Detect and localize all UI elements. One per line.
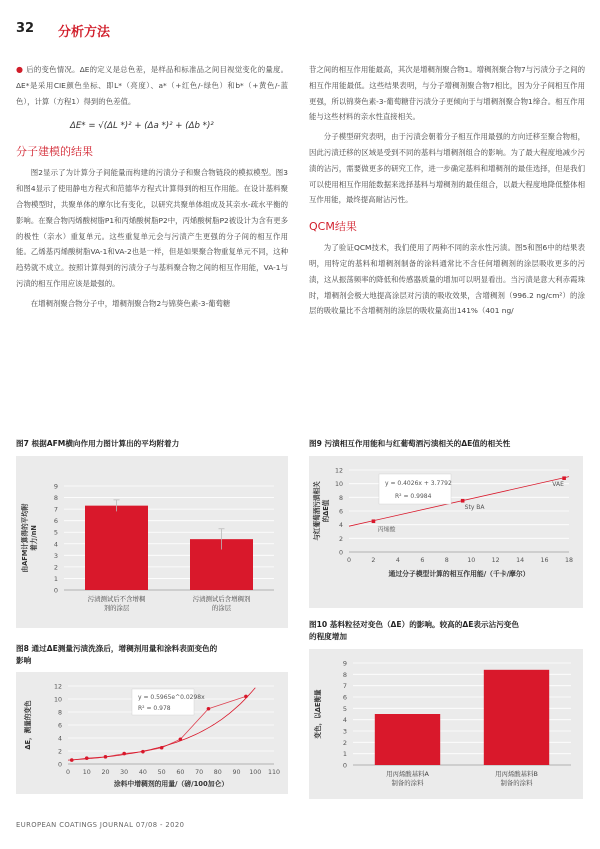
fig8-x-tick-label: 70: [195, 769, 204, 776]
fig9-data-point: [461, 499, 465, 503]
heading-qcm: QCM结果: [309, 220, 357, 234]
paragraph-color-difference: ● 后的变色情况。ΔE的定义是总色差，是样品和标准品之间目视觉变化的量度。ΔE*是采用CIE颜色坐标、即L*（亮度）、a*（+红色/-绿色）和b*（+黄色/-蓝色），计算（方程1）得到的色差值。: [16, 65, 288, 106]
fig9-y-tick-label: 12: [334, 467, 343, 475]
fig8-chart: [16, 672, 288, 794]
fig9-point-label: Sty BA: [464, 503, 485, 511]
fig10-title: 图10 基料粒径对变色（ΔE）的影响。较高的ΔE表示沾污变色 的程度增加: [309, 620, 519, 641]
fig9-x-tick-label: 12: [491, 557, 500, 564]
fig8-x-tick-label: 50: [157, 769, 166, 776]
fig9-x-axis-label: 通过分子模型计算的相互作用能/（千卡/摩尔）: [388, 570, 530, 578]
fig9-x-tick-label: 8: [444, 557, 449, 564]
fig9-panel: [309, 456, 583, 608]
fig10-y-tick-label: 4: [342, 716, 347, 725]
heading-molecular-modeling: 分子建模的结果: [16, 145, 93, 159]
fig8-data-point: [122, 752, 126, 756]
fig9-y-tick-label: 6: [338, 508, 343, 516]
fig8-title: 图8 通过ΔE测量污渍洗涤后，增稠剂用量和涂料表面变色的 影响: [16, 644, 218, 665]
fig9-y-axis-label: 的ΔE值: [322, 499, 330, 523]
fig10-category-label: 用丙烯酸基料A: [386, 770, 429, 778]
fig9-x-tick-label: 10: [467, 557, 476, 564]
fig9-y-axis-label: 与红葡萄酒污渍相关: [313, 481, 321, 541]
fig8-data-point: [244, 695, 248, 699]
fig9-y-tick-label: 8: [338, 494, 343, 502]
fig8-data-point: [179, 738, 183, 742]
fig9-x-tick-label: 0: [346, 557, 352, 564]
fig10-y-tick-label: 3: [342, 727, 347, 736]
paragraph-interaction: 苷之间的相互作用能最高，其次是增稠剂聚合物1。增稠剂聚合物7与污渍分子之间的相互作用能最低。这些结果表明，与分子增稠剂聚合物7相比，因为分子间相互作用更强，所以锦葵色素-3-葡萄糖苷污渍分子更倾向于与增稠剂聚合物1缔合。相互作用能与这些材料的亲水性直接相关。: [309, 65, 585, 122]
fig9-fit-r2: R² = 0.9984: [395, 493, 432, 500]
fig8-y-axis-label: ΔE，测量的变色: [24, 700, 32, 750]
fig10-panel: [309, 649, 583, 799]
right-column: [309, 62, 585, 319]
fig9-x-tick-label: 18: [564, 557, 574, 564]
fig9-y-tick-label: 2: [338, 535, 343, 543]
fig7-y-tick-label: 3: [53, 551, 58, 560]
fig7-y-axis-label: 着力/nN: [30, 525, 38, 551]
fig8-panel: [16, 672, 288, 794]
fig8-y-tick-label: 8: [57, 709, 62, 717]
fig8-data-point: [207, 707, 211, 711]
fig8-x-tick-label: 30: [120, 769, 129, 776]
fig9-x-tick-label: 2: [371, 557, 376, 564]
fig8-x-tick-label: 80: [213, 769, 222, 776]
equation-1: ΔE* = √(ΔL *)² + (Δa *)² + (Δb *)²: [70, 121, 214, 132]
fig7-y-tick-label: 0: [53, 586, 58, 595]
fig9-fit-equation: y = 0.4026x + 3.7792: [385, 480, 452, 487]
fig8-x-tick-label: 90: [232, 769, 241, 776]
fig8-y-tick-label: 10: [53, 696, 62, 704]
fig10-y-tick-label: 2: [342, 738, 347, 747]
fig9-y-tick-label: 10: [334, 481, 343, 489]
fig8-data-point: [70, 758, 74, 762]
fig9-title: 图9 污渍相互作用能和与红葡萄酒污渍相关的ΔE值的相关性: [309, 439, 511, 448]
left-column: [16, 62, 288, 312]
fig8-y-tick-label: 2: [57, 748, 62, 756]
fig9-y-tick-label: 4: [338, 522, 343, 530]
paragraph-thickener: 在增稠剂聚合物分子中，增稠剂聚合物2与锦葵色素-3-葡萄糖: [30, 298, 231, 308]
fig10-y-axis-label: 变色，以ΔE衡量: [314, 689, 322, 739]
fig9-point-label: 丙烯酸: [377, 526, 396, 534]
fig10-y-tick-label: 5: [342, 704, 347, 713]
fig10-y-tick-label: 1: [342, 750, 347, 759]
fig7-y-tick-label: 1: [53, 574, 58, 583]
fig9-data-point: [372, 519, 376, 523]
fig8-x-tick-label: 10: [82, 769, 91, 776]
fig8-data-point: [160, 746, 164, 750]
fig9-data-point: [562, 476, 566, 480]
fig8-fit-r2: R² = 0.978: [138, 705, 171, 712]
fig10-y-tick-label: 9: [342, 659, 347, 668]
fig9-chart: [309, 456, 583, 608]
fig8-y-tick-label: 4: [57, 735, 62, 743]
fig7-y-tick-label: 9: [53, 482, 58, 491]
fig8-data-point: [85, 756, 89, 760]
fig10-y-tick-label: 6: [342, 693, 347, 702]
section-title: 分析方法: [58, 25, 111, 40]
fig7-bar: [85, 506, 148, 590]
fig8-y-tick-label: 12: [53, 683, 62, 691]
fig7-category-label: 污渍测试后含增稠剂: [192, 595, 251, 603]
fig7-title: 图7 根据AFM横向作用力图计算出的平均附着力: [16, 439, 180, 448]
fig7-y-tick-label: 2: [53, 563, 58, 572]
fig7-y-tick-label: 7: [53, 505, 58, 514]
fig7-chart: [16, 456, 288, 628]
fig7-y-tick-label: 6: [53, 517, 58, 526]
fig9-y-tick-label: 0: [338, 549, 343, 557]
paragraph-molecular-study: 分子模型研究表明，由于污渍会朝着分子相互作用最强的方向迁移至聚合物相，因此污渍迁移的区域是受到不同的基料与增稠剂组合的影响。为了最大程度地减少污渍的沾污，需要做更多的研究工作，进一步确定基料和增稠剂的最佳选择，但是我们可以使用相互作用能数据来选择基料与增稠剂的最佳组合，以最大程度地降低整体相互作用能，最终提高耐沾污性。: [309, 132, 585, 205]
fig7-category-label: 污渍测试后不含增稠: [87, 595, 146, 603]
fig8-x-tick-label: 0: [65, 769, 71, 776]
fig7-y-tick-label: 5: [53, 528, 58, 537]
fig8-data-point: [141, 750, 145, 754]
fig7-y-tick-label: 4: [53, 540, 58, 549]
fig8-x-tick-label: 40: [138, 769, 147, 776]
fig10-category-label: 制备的涂料: [500, 779, 533, 787]
fig10-y-tick-label: 8: [342, 670, 347, 679]
fig10-y-tick-label: 0: [342, 761, 347, 770]
fig9-x-tick-label: 14: [516, 557, 525, 564]
fig8-data-point: [104, 755, 108, 759]
fig8-x-tick-label: 100: [249, 769, 262, 776]
fig8-y-tick-label: 0: [57, 761, 62, 769]
footer-journal: EUROPEAN COATINGS JOURNAL 07/08 - 2020: [16, 821, 185, 829]
bullet-icon: ●: [16, 65, 24, 74]
fig7-panel: [16, 456, 288, 628]
fig7-category-label: 剂的涂层: [103, 604, 130, 612]
fig7-y-tick-label: 8: [53, 494, 58, 503]
fig10-bar: [484, 670, 549, 765]
fig7-y-axis-label: 由AFM计算得的平均附: [21, 503, 29, 573]
fig8-x-tick-label: 110: [267, 769, 281, 776]
page-number: 32: [16, 21, 35, 36]
paragraph-modeling: 图2显示了为计算分子间能量而构建的污渍分子和聚合物链段的模拟模型。图3和图4显示了使用静电方程式和范德华方程式计算得到的相互作用能。在设计基料聚合物模型时，共聚单体的摩尔比有变化，以研究共聚单体组成及其亲水-疏水平衡的影响。在聚合物丙烯酸树脂P1和丙烯酸树脂P2中，丙烯酸树脂P2被设计为含有更多的极性（亲水）重复单元。这些重复单元会与污渍产生更强的分子间的相互作用能。乙烯基丙烯酸树脂VA-1和VA-2也是一样，但是如果聚合物重复单元不同，这种趋势就不成立。按照计算得到的污渍分子与基料聚合物之间的相互作用能，VA-1与污渍的相互作用应该是最强的。: [16, 168, 288, 288]
fig9-x-tick-label: 6: [420, 557, 425, 564]
fig8-x-axis-label: 涂料中增稠剂的用量/（磅/100加仑）: [113, 780, 229, 788]
fig9-x-tick-label: 16: [540, 557, 549, 564]
fig7-category-label: 的涂层: [211, 604, 232, 612]
fig8-x-tick-label: 20: [101, 769, 110, 776]
fig9-x-tick-label: 4: [395, 557, 400, 564]
fig10-bar: [375, 714, 440, 765]
fig10-y-tick-label: 7: [342, 682, 347, 691]
fig8-fit-equation: y = 0.5965e^0.0298x: [138, 694, 205, 701]
fig8-x-tick-label: 60: [176, 769, 185, 776]
fig9-point-label: VAE: [552, 481, 564, 489]
fig10-category-label: 制备的涂料: [391, 779, 424, 787]
paragraph-qcm: 为了验证QCM技术，我们使用了两种不同的亲水性污渍。图5和图6中的结果表明，用特定的基料和增稠剂制备的涂料通常比不含任何增稠剂的涂层吸收更多的污渍，这从振荡频率的降低和传感器质量的增加可以明显看出。当污渍是意大利赤霞珠时，增稠剂会极大地提高涂层对污渍的吸收效果，含增稠剂（996.2 ng/cm²）的涂层的吸收量比不含增稠剂的涂层的吸收量高出141%（401 ng/: [309, 243, 585, 316]
fig10-chart: [309, 649, 583, 799]
fig10-category-label: 用丙烯酸基料B: [495, 770, 538, 778]
fig8-y-tick-label: 6: [57, 722, 62, 730]
